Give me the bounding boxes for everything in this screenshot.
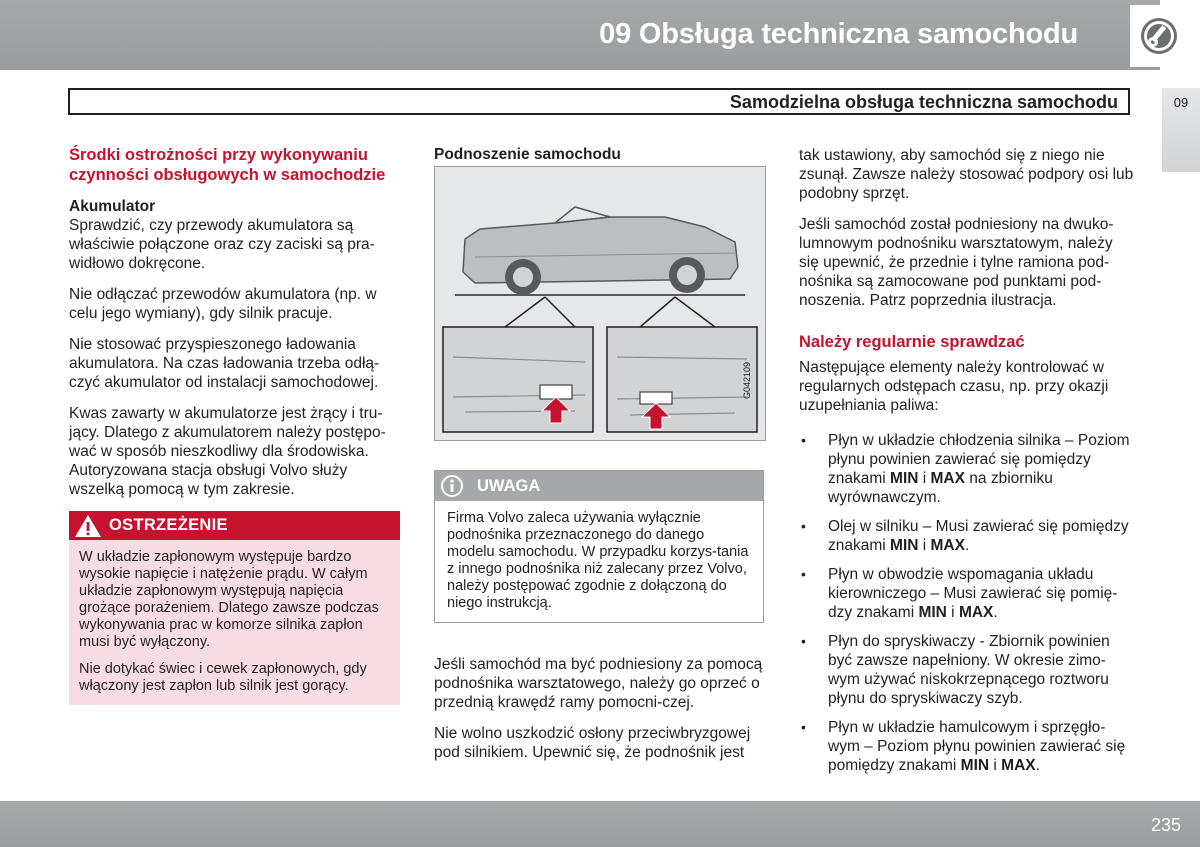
- note-label: UWAGA: [477, 477, 541, 495]
- page-number: 235: [1150, 815, 1181, 835]
- max-mark: MAX: [930, 470, 965, 487]
- list-item-text: .: [1035, 757, 1040, 774]
- section-title-bar: [68, 88, 1130, 115]
- warning-paragraph: Nie dotykać świec i cewek zapłonowych, gdy włączony jest zapłon lub silnik jest gorący.: [79, 661, 367, 694]
- warning-paragraph: W układzie zapłonowym występuje bardzo wysokie napięcie i natężenie prądu. W całym układzie zapłonowym występują napięcia grożące porażeniem. Dlatego zawsze podczas wykonywania prac w komorze silnika zapłon musi być wyłączony.: [79, 549, 379, 650]
- precautions-heading: Środki ostrożności przy wykonywaniu czynności obsługowych w samochodzie: [69, 146, 386, 184]
- paragraph: Nie odłączać przewodów akumulatora (np. w celu jego wymiany), gdy silnik pracuje.: [69, 286, 377, 322]
- list-item: [799, 565, 1134, 622]
- paragraph: Kwas zawarty w akumulatorze jest żrący i tru-jący. Dlatego z akumulatorem należy postępo-wać w sposób nieszkodliwy dla środowiska. Autoryzowana stacja obsługi Volvo służy wszelką pomocą w tym zakresie.: [69, 405, 386, 498]
- bullet-marker: •: [801, 518, 806, 534]
- column-right: [799, 146, 1134, 785]
- min-mark: MIN: [960, 757, 990, 774]
- bullet-marker: •: [801, 566, 806, 582]
- chapter-title: 09 Obsługa techniczna samochodu: [599, 18, 1078, 50]
- warning-body: [69, 540, 400, 705]
- min-mark: MIN: [890, 470, 919, 487]
- note-text: Firma Volvo zaleca używania wyłącznie podnośnika przeznaczonego do danego modelu samochodu. W przypadku korzys-tania z innego podnośnika niż zalecany przez Volvo, należy postępować zgodnie z dołączoną do niego instrukcją.: [447, 510, 749, 611]
- list-item-text: na zbiorniku wyrównawczym.: [828, 470, 1053, 506]
- paragraph: Nie wolno uszkodzić osłony przeciwbryzgowej pod silnikiem. Upewnić się, że podnośnik jest: [434, 725, 751, 761]
- lifting-heading: Podnoszenie samochodu: [434, 146, 621, 163]
- chapter-icon-badge: [1130, 5, 1188, 67]
- list-item-text: Płyn do spryskiwaczy - Zbiornik powinien być zawsze napełniony. W okresie zimo-wym używać niskokrzepnącego roztworu płynu do spryskiwaczy szyb.: [828, 633, 1110, 707]
- wrench-gear-icon: [1139, 14, 1179, 58]
- check-list: [799, 431, 1134, 775]
- check-intro: Następujące elementy należy kontrolować w regularnych odstępach czasu, np. przy okazji uzupełniania paliwa:: [799, 359, 1109, 414]
- column-left: [69, 145, 399, 705]
- paragraph: Jeśli samochód ma być podniesiony za pomocą podnośnika warsztatowego, należy go oprzeć o przednią krawędź ramy pomocni-czej.: [434, 656, 763, 711]
- paragraph: Sprawdzić, czy przewody akumulatora są właściwie połączone oraz czy zaciski są pra-widłowo dokręcone.: [69, 217, 375, 272]
- section-title: Samodzielna obsługa techniczna samochodu: [729, 92, 1118, 112]
- paragraph: Nie stosować przyspieszonego ładowania akumulatora. Na czas ładowania trzeba odłą-czyć akumulator od instalacji samochodowej.: [69, 336, 380, 391]
- top-header-bar: [0, 0, 1160, 70]
- min-mark: MIN: [918, 604, 947, 621]
- car-lifting-illustration: [435, 167, 765, 440]
- warning-box: [69, 511, 400, 705]
- note-box: [434, 470, 764, 623]
- list-item-text: Olej w silniku – Musi zawierać się pomiędzy znakami: [828, 518, 1129, 554]
- info-icon: [440, 474, 464, 498]
- list-item-text: i: [989, 757, 1002, 774]
- list-item: [799, 431, 1134, 507]
- list-item: [799, 517, 1134, 555]
- bullet-marker: •: [801, 633, 806, 649]
- min-mark: MIN: [890, 537, 919, 554]
- figure-code: G042109: [742, 361, 752, 399]
- battery-subheading: Akumulator: [69, 198, 156, 215]
- list-item: [799, 718, 1134, 775]
- note-header: [435, 471, 763, 501]
- bullet-marker: •: [801, 432, 806, 448]
- list-item-text: .: [964, 537, 970, 554]
- warning-triangle-icon: [73, 513, 103, 539]
- column-middle: [434, 145, 768, 774]
- paragraph: tak ustawiony, aby samochód się z niego nie zsunął. Zawsze należy stosować podpory osi lub podobny sprzęt.: [799, 147, 1134, 202]
- bullet-marker: •: [801, 719, 806, 735]
- max-mark: MAX: [958, 604, 994, 621]
- list-item-text: Płyn w układzie hamulcowym i sprzęgło-wym – Poziom płynu powinien zawierać się pomiędzy znakami: [828, 719, 1126, 774]
- list-item-text: Płyn w układzie chłodzenia silnika – Poziom płynu powinien zawierać się pomiędzy znakami: [828, 432, 1130, 487]
- warning-label: OSTRZEŻENIE: [109, 516, 228, 534]
- bottom-footer-bar: [0, 801, 1200, 847]
- warning-header: [69, 511, 400, 540]
- list-item-text: .: [993, 604, 998, 621]
- regular-check-heading: Należy regularnie sprawdzać: [799, 333, 1025, 351]
- paragraph: Jeśli samochód został podniesiony na dwuko-lumnowym podnośniku warsztatowym, należy się upewnić, że przednie i tylne ramiona pod-nośnika są zamocowane pod punktami pod-noszenia. Patrz poprzednia ilustracja.: [799, 216, 1114, 309]
- list-item-text: i: [918, 470, 931, 487]
- lifting-points-figure: [434, 166, 766, 441]
- list-item-text: Płyn w obwodzie wspomagania układu kierowniczego – Musi zawierać się pomię-dzy znakami: [828, 566, 1118, 621]
- chapter-side-tab[interactable]: 09: [1162, 88, 1200, 172]
- max-mark: MAX: [1001, 757, 1036, 774]
- list-item-text: i: [946, 604, 959, 621]
- list-item: [799, 632, 1134, 708]
- max-mark: MAX: [930, 537, 965, 554]
- list-item-text: i: [918, 537, 931, 554]
